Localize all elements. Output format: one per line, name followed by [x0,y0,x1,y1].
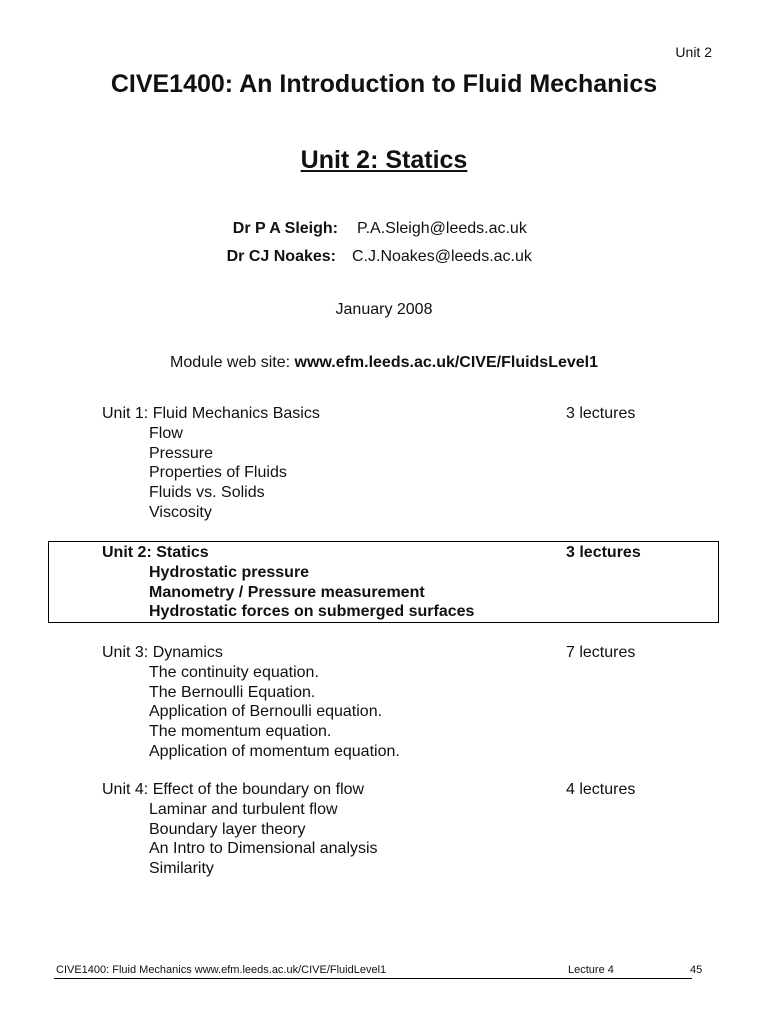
author-email[interactable]: C.J.Noakes@leeds.ac.uk [352,248,532,265]
topic-item: Hydrostatic pressure [149,563,310,581]
lecture-count: 3 lectures [566,405,636,422]
topic-item: Manometry / Pressure measurement [149,583,425,601]
author-name: Dr CJ Noakes: [226,248,336,265]
topic-item: The continuity equation. [149,663,319,681]
page-number: 45 [690,964,703,976]
topic-item: Boundary layer theory [149,820,306,838]
module-website [0,354,768,372]
unit-title: Unit 2: Statics [300,146,468,174]
footer-course-info: CIVE1400: Fluid Mechanics www.efm.leeds.ac.uk/CIVE/FluidLevel1 [56,964,387,976]
topic-item: Properties of Fluids [149,464,287,482]
topic-item: Hydrostatic forces on submerged surfaces [149,603,475,621]
website-label: Module web site: [169,354,295,371]
unit-title-text: Unit 4: Effect of the boundary on flow [102,781,365,798]
footer-lecture: Lecture 4 [568,964,614,976]
topic-item: Laminar and turbulent flow [149,800,338,818]
topic-item: The momentum equation. [149,723,332,741]
running-header: Unit 2 [675,44,712,60]
unit-title-text: Unit 3: Dynamics [102,644,223,661]
topic-item: Pressure [149,444,214,462]
topic-item: Application of Bernoulli equation. [149,703,383,721]
topic-item: An Intro to Dimensional analysis [149,840,378,858]
author-name: Dr P A Sleigh: [232,220,338,237]
unit-1-block [102,404,662,523]
topic-item: Flow [149,424,183,442]
lecture-count: 7 lectures [566,644,636,661]
footer-rule [54,978,692,979]
topic-item: Viscosity [149,503,212,521]
website-link[interactable]: www.efm.leeds.ac.uk/CIVE/FluidsLevel1 [294,354,599,371]
topic-item: The Bernoulli Equation. [149,683,316,701]
unit-title-text: Unit 2: Statics [102,544,209,561]
course-title: CIVE1400: An Introduction to Fluid Mechanics [110,70,658,98]
topic-item: Fluids vs. Solids [149,484,265,502]
topic-item: Similarity [149,860,214,878]
unit-3-block [102,643,662,762]
lecture-count: 3 lectures [566,544,641,561]
author-email[interactable]: P.A.Sleigh@leeds.ac.uk [357,220,527,237]
document-date: January 2008 [335,301,433,318]
unit-4-block [102,780,662,879]
unit-2-block [102,543,662,622]
lecture-count: 4 lectures [566,781,636,798]
unit-title-text: Unit 1: Fluid Mechanics Basics [102,405,320,422]
topic-item: Application of momentum equation. [149,742,400,760]
